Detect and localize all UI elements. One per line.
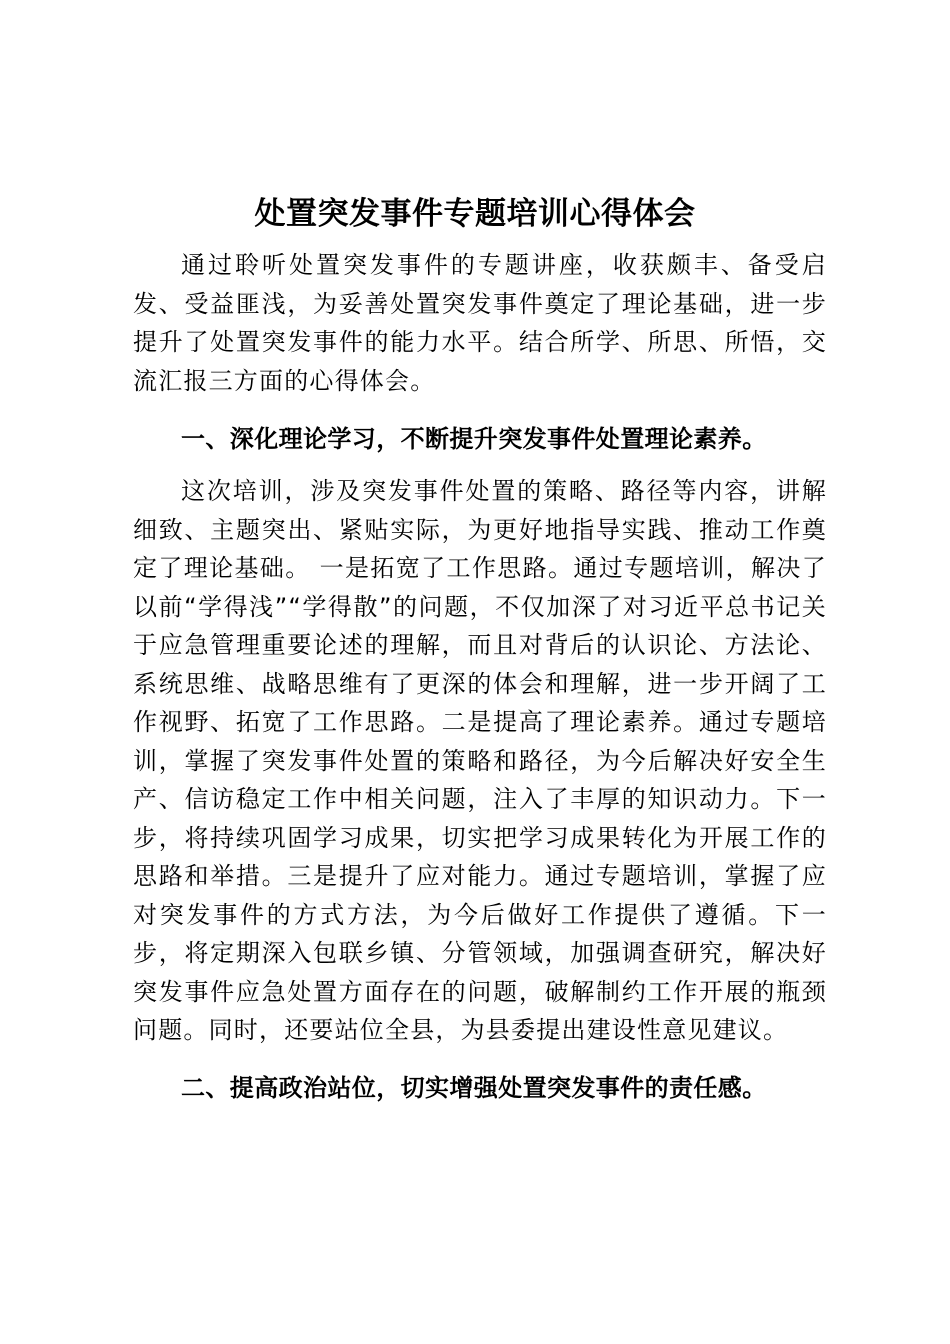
- section-1-heading: 一、深化理论学习，不断提升突发事件处置理论素养。: [181, 425, 767, 453]
- intro-paragraph: 通过聆听处置突发事件的专题讲座，收获颇丰、备受启发、受益匪浅，为妥善处置突发事件奠定了理论基础，进一步提升了处置突发事件的能力水平。结合所学、所思、所悟，交流汇报三方面的心得体会。: [133, 251, 827, 395]
- document-title: 处置突发事件专题培训心得体会: [254, 196, 696, 232]
- section-1-paragraph: 这次培训，涉及突发事件处置的策略、路径等内容，讲解细致、主题突出、紧贴实际，为更好地指导实践、推动工作奠定了理论基础。 一是拓宽了工作思路。通过专题培训，解决了以前“学得浅”“学得散”的问题，不仅加深了对习近平总书记关于应急管理重要论述的理解，而且对背后的认识论、方法论、系统思维、战略思维有了更深的体会和理解，进一步开阔了工作视野、拓宽了工作思路。二是提高了理论素养。通过专题培训，掌握了突发事件处置的策略和路径，为今后解决好安全生产、信访稳定工作中相关问题，注入了丰厚的知识动力。下一步，将持续巩固学习成果，切实把学习成果转化为开展工作的思路和举措。三是提升了应对能力。通过专题培训，掌握了应对突发事件的方式方法，为今后做好工作提供了遵循。下一步，将定期深入包联乡镇、分管领域，加强调查研究，解决好突发事件应急处置方面存在的问题，破解制约工作开展的瓶颈问题。同时，还要站位全县，为县委提出建设性意见建议。: [133, 477, 827, 1044]
- section-2-heading: 二、提高政治站位，切实增强处置突发事件的责任感。: [181, 1074, 767, 1102]
